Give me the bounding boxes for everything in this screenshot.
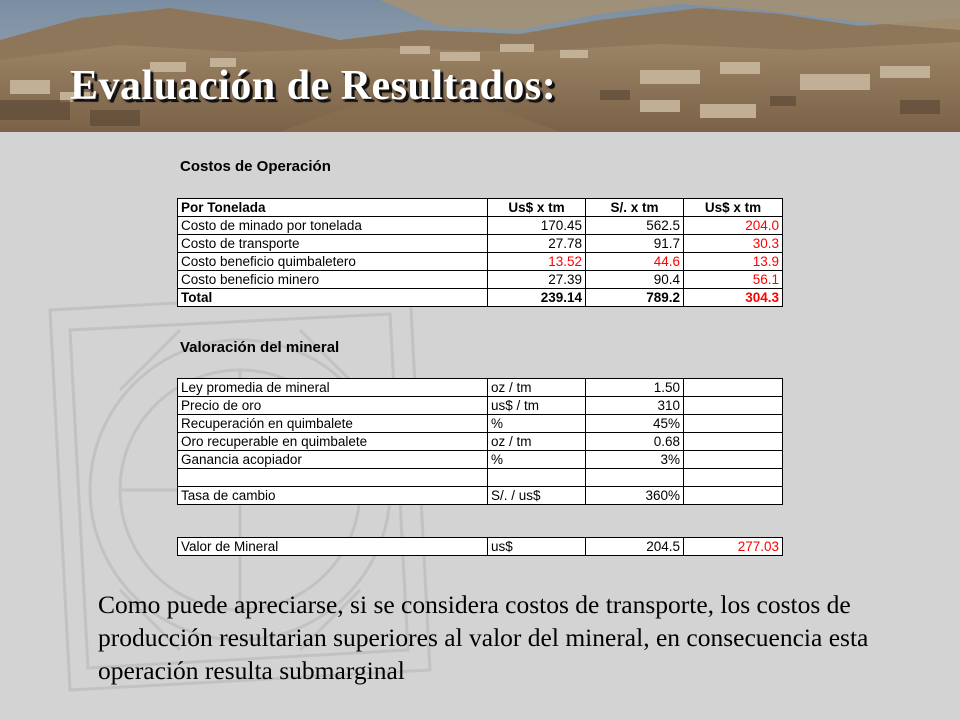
row-empty xyxy=(684,469,783,487)
row-label: Costo de minado por tonelada xyxy=(178,217,488,235)
valor-mineral-row xyxy=(178,538,783,556)
row-value: 0.68 xyxy=(586,433,684,451)
row-usd2: 56.1 xyxy=(684,271,783,289)
row-empty xyxy=(684,433,783,451)
row-unit: oz / tm xyxy=(488,379,586,397)
header-sol-tm: S/. x tm xyxy=(586,199,684,217)
row-usd: 170.45 xyxy=(488,217,586,235)
row-label: Tasa de cambio xyxy=(178,487,488,505)
table-row xyxy=(178,469,783,487)
row-usd2: 30.3 xyxy=(684,235,783,253)
row-value: 45% xyxy=(586,415,684,433)
conclusion-text: Como puede apreciarse, si se considera costos de transporte, los costos de producción resultarian superiores al valor del mineral, en consecuencia esta operación resulta submarginal xyxy=(98,590,869,685)
table-row xyxy=(178,271,783,289)
total-usd: 239.14 xyxy=(488,289,586,307)
row-value: 360% xyxy=(586,487,684,505)
total-row xyxy=(178,289,783,307)
table-row xyxy=(178,379,783,397)
row-usd2: 13.9 xyxy=(684,253,783,271)
row-label: Ley promedia de mineral xyxy=(178,379,488,397)
row-label: Ganancia acopiador xyxy=(178,451,488,469)
row-label xyxy=(178,469,488,487)
row-unit: % xyxy=(488,451,586,469)
table-row xyxy=(178,487,783,505)
row-label: Costo beneficio quimbaletero xyxy=(178,253,488,271)
row-unit: oz / tm xyxy=(488,433,586,451)
table-row xyxy=(178,235,783,253)
row-sol: 44.6 xyxy=(586,253,684,271)
row-value: 3% xyxy=(586,451,684,469)
table-row xyxy=(178,217,783,235)
header-por-tonelada: Por Tonelada xyxy=(178,199,488,217)
table-row xyxy=(178,451,783,469)
row-usd: 27.78 xyxy=(488,235,586,253)
row-empty xyxy=(684,451,783,469)
row-usd: 27.39 xyxy=(488,271,586,289)
valor-label: Valor de Mineral xyxy=(178,538,488,556)
row-label: Precio de oro xyxy=(178,397,488,415)
slide-title: Evaluación de Resultados: xyxy=(70,63,557,109)
row-empty xyxy=(684,487,783,505)
row-unit: % xyxy=(488,415,586,433)
row-label: Recuperación en quimbalete xyxy=(178,415,488,433)
header-usd-tm-2: Us$ x tm xyxy=(684,199,783,217)
valoracion-table xyxy=(177,378,783,505)
costos-table xyxy=(177,198,783,307)
costos-header-row xyxy=(178,199,783,217)
row-empty xyxy=(684,379,783,397)
row-unit xyxy=(488,469,586,487)
row-label: Oro recuperable en quimbalete xyxy=(178,433,488,451)
valor-value: 204.5 xyxy=(586,538,684,556)
row-usd: 13.52 xyxy=(488,253,586,271)
total-usd2: 304.3 xyxy=(684,289,783,307)
valoracion-section-title: Valoración del mineral xyxy=(180,339,340,356)
table-row xyxy=(178,253,783,271)
row-label: Costo beneficio minero xyxy=(178,271,488,289)
header-usd-tm: Us$ x tm xyxy=(488,199,586,217)
row-empty xyxy=(684,397,783,415)
row-value xyxy=(586,469,684,487)
valor-unit: us$ xyxy=(488,538,586,556)
valor-mineral-table xyxy=(177,537,783,556)
row-unit: us$ / tm xyxy=(488,397,586,415)
costos-section-title: Costos de Operación xyxy=(180,158,331,175)
row-sol: 90.4 xyxy=(586,271,684,289)
row-unit: S/. / us$ xyxy=(488,487,586,505)
table-row xyxy=(178,415,783,433)
row-sol: 91.7 xyxy=(586,235,684,253)
valor-value2: 277.03 xyxy=(684,538,783,556)
total-sol: 789.2 xyxy=(586,289,684,307)
row-sol: 562.5 xyxy=(586,217,684,235)
table-row xyxy=(178,433,783,451)
row-value: 310 xyxy=(586,397,684,415)
total-label: Total xyxy=(178,289,488,307)
row-label: Costo de transporte xyxy=(178,235,488,253)
row-value: 1.50 xyxy=(586,379,684,397)
row-empty xyxy=(684,415,783,433)
row-usd2: 204.0 xyxy=(684,217,783,235)
table-row xyxy=(178,397,783,415)
